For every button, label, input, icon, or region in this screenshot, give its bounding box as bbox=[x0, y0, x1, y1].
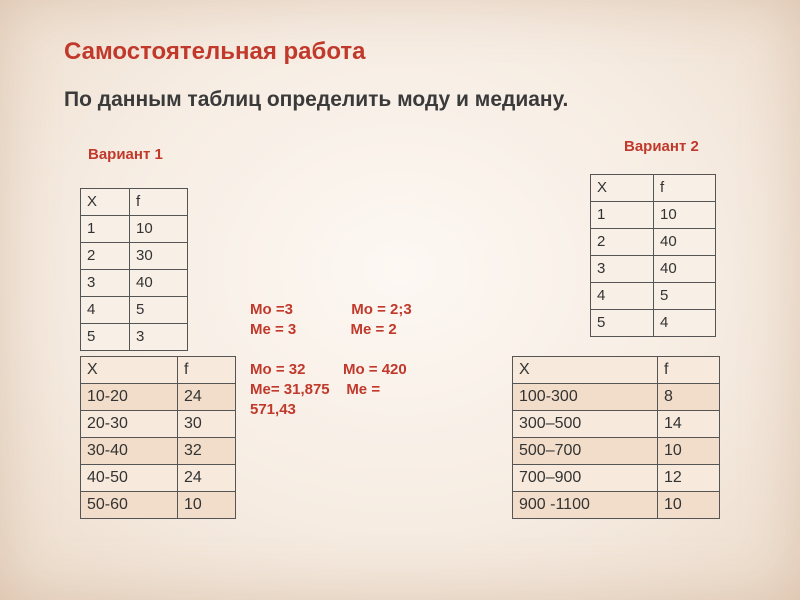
spacer bbox=[250, 340, 412, 360]
table-header-cell: f bbox=[658, 357, 720, 384]
table-header-row bbox=[81, 357, 236, 384]
table-cell: 24 bbox=[178, 384, 236, 411]
table-cell: 5 bbox=[130, 297, 188, 324]
table-row bbox=[591, 283, 716, 310]
table-header-cell: X bbox=[513, 357, 658, 384]
table-cell: 10 bbox=[130, 216, 188, 243]
table-row bbox=[81, 243, 188, 270]
table-cell: 40-50 bbox=[81, 465, 178, 492]
slide-title: Самостоятельная работа bbox=[64, 38, 366, 65]
table-cell: 30-40 bbox=[81, 438, 178, 465]
table-row bbox=[591, 202, 716, 229]
table-cell: 32 bbox=[178, 438, 236, 465]
table-header-row bbox=[513, 357, 720, 384]
answer-line: 571,43 bbox=[250, 401, 296, 418]
table-row bbox=[81, 297, 188, 324]
table-cell: 40 bbox=[654, 229, 716, 256]
table-row bbox=[81, 384, 236, 411]
table-row bbox=[81, 465, 236, 492]
table-cell: 5 bbox=[654, 283, 716, 310]
table-cell: 1 bbox=[81, 216, 130, 243]
table-row bbox=[513, 438, 720, 465]
table-row bbox=[81, 492, 236, 519]
slide-subtitle: По данным таблиц определить моду и медиану. bbox=[64, 88, 569, 111]
table-cell: 10 bbox=[654, 202, 716, 229]
table-cell: 8 bbox=[658, 384, 720, 411]
table-header-cell: X bbox=[81, 189, 130, 216]
variant-1-label: Вариант 1 bbox=[88, 146, 163, 163]
variant-2-label: Вариант 2 bbox=[624, 138, 699, 155]
table-header-row bbox=[81, 189, 188, 216]
table-cell: 900 -1100 bbox=[513, 492, 658, 519]
table-cell: 5 bbox=[81, 324, 130, 351]
table-cell: 3 bbox=[130, 324, 188, 351]
table-row bbox=[81, 411, 236, 438]
table-cell: 5 bbox=[591, 310, 654, 337]
table-cell: 10 bbox=[658, 438, 720, 465]
table-cell: 700–900 bbox=[513, 465, 658, 492]
table-cell: 4 bbox=[81, 297, 130, 324]
table-cell: 40 bbox=[130, 270, 188, 297]
table-cell: 4 bbox=[591, 283, 654, 310]
table-cell: 50-60 bbox=[81, 492, 178, 519]
table-row bbox=[513, 465, 720, 492]
table-cell: 10 bbox=[178, 492, 236, 519]
table-row bbox=[81, 324, 188, 351]
table-row bbox=[81, 270, 188, 297]
table-cell: 20-30 bbox=[81, 411, 178, 438]
answer-line: Mo =3 Mo = 2;3 bbox=[250, 301, 412, 318]
table-header-cell: f bbox=[130, 189, 188, 216]
table-cell: 10-20 bbox=[81, 384, 178, 411]
table-cell: 4 bbox=[654, 310, 716, 337]
variant-1-table-1 bbox=[80, 188, 188, 351]
table-header-cell: f bbox=[654, 175, 716, 202]
table-cell: 12 bbox=[658, 465, 720, 492]
variant-2-table-2 bbox=[512, 356, 720, 519]
table-cell: 30 bbox=[130, 243, 188, 270]
answer-line: Me = 3 Me = 2 bbox=[250, 321, 397, 338]
table-row bbox=[591, 310, 716, 337]
table-row bbox=[591, 229, 716, 256]
table-header-cell: f bbox=[178, 357, 236, 384]
table-header-cell: X bbox=[81, 357, 178, 384]
table-row bbox=[513, 384, 720, 411]
table-cell: 1 bbox=[591, 202, 654, 229]
table-cell: 300–500 bbox=[513, 411, 658, 438]
table-row bbox=[81, 216, 188, 243]
table-cell: 3 bbox=[81, 270, 130, 297]
table-cell: 500–700 bbox=[513, 438, 658, 465]
table-header-cell: X bbox=[591, 175, 654, 202]
table-row bbox=[513, 411, 720, 438]
table-cell: 2 bbox=[81, 243, 130, 270]
answer-line: Mo = 32 Mo = 420 bbox=[250, 361, 407, 378]
variant-2-table-1 bbox=[590, 174, 716, 337]
table-row bbox=[591, 256, 716, 283]
table-cell: 30 bbox=[178, 411, 236, 438]
table-cell: 14 bbox=[658, 411, 720, 438]
table-cell: 3 bbox=[591, 256, 654, 283]
table-header-row bbox=[591, 175, 716, 202]
table-cell: 2 bbox=[591, 229, 654, 256]
table-row bbox=[513, 492, 720, 519]
table-cell: 10 bbox=[658, 492, 720, 519]
answers-block bbox=[250, 300, 412, 420]
table-cell: 100-300 bbox=[513, 384, 658, 411]
variant-1-table-2 bbox=[80, 356, 236, 519]
answer-line: Me= 31,875 Me = bbox=[250, 381, 381, 398]
table-row bbox=[81, 438, 236, 465]
table-cell: 40 bbox=[654, 256, 716, 283]
table-cell: 24 bbox=[178, 465, 236, 492]
